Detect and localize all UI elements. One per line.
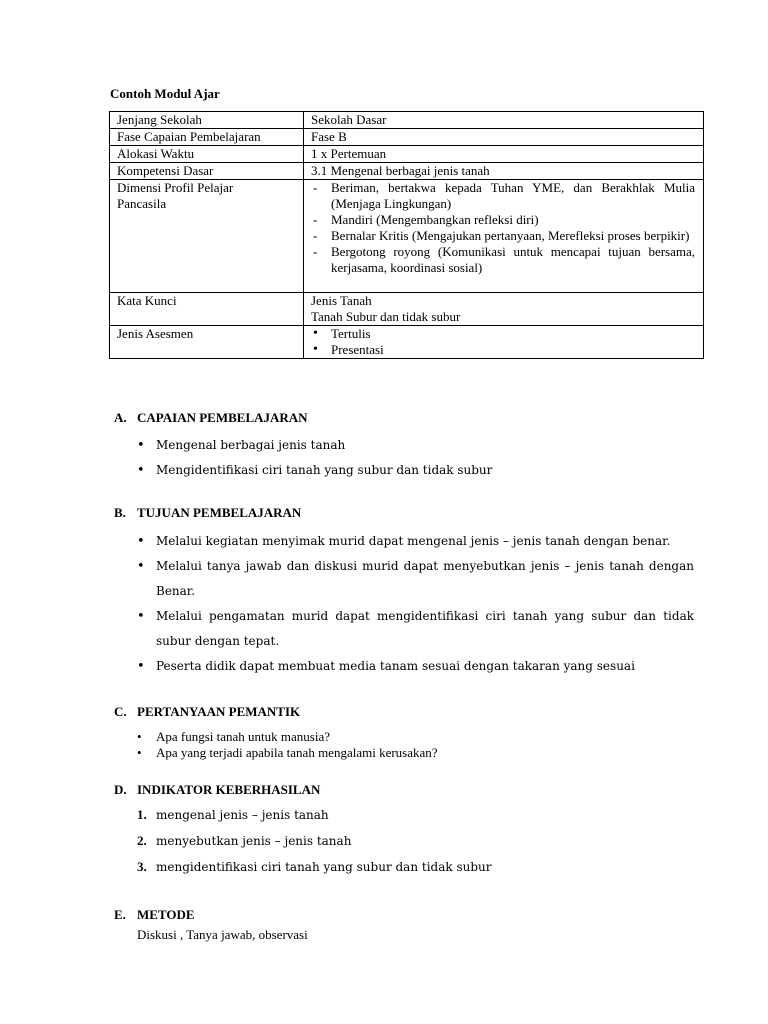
profil-label-line1: Dimensi Profil Pelajar (117, 180, 234, 195)
section-heading-c (114, 704, 300, 720)
profil-label-line2: Pancasila (117, 196, 167, 211)
table-row (110, 112, 704, 129)
section-heading-e (114, 907, 195, 923)
row-value: 1 x Pertemuan (304, 146, 704, 163)
list-item: - Beriman, bertakwa kepada Tuhan YME, dan Berakhlak Mulia (Menjaga Lingkungan) (311, 180, 703, 212)
section-letter: C. (114, 704, 127, 719)
row-value (304, 180, 704, 293)
section-title: TUJUAN PEMBELAJARAN (137, 505, 302, 520)
list-item: • Mengenal berbagai jenis tanah (136, 433, 694, 458)
row-label: Alokasi Waktu (110, 146, 304, 163)
row-value (304, 326, 704, 359)
row-value: 3.1 Mengenal berbagai jenis tanah (304, 163, 704, 180)
list-item: • Melalui kegiatan menyimak murid dapat mengenal jenis – jenis tanah dengan benar. (136, 529, 694, 554)
list-item (137, 828, 492, 854)
row-label: Jenis Asesmen (110, 326, 304, 359)
section-title: INDIKATOR KEBERHASILAN (137, 782, 321, 797)
kata-kunci-line1: Jenis Tanah (311, 293, 372, 308)
section-title: METODE (137, 907, 195, 922)
list-item: - Bernalar Kritis (Mengajukan pertanyaan, Merefleksi proses berpikir) (311, 228, 703, 244)
document-title: Contoh Modul Ajar (110, 86, 220, 101)
section-letter: E. (114, 907, 126, 922)
row-label: Kompetensi Dasar (110, 163, 304, 180)
row-label (110, 180, 304, 293)
list-item (137, 854, 492, 880)
section-title: CAPAIAN PEMBELAJARAN (137, 410, 308, 425)
row-value: Sekolah Dasar (304, 112, 704, 129)
list-item: - Mandiri (Mengembangkan refleksi diri) (311, 212, 703, 228)
section-title: PERTANYAAN PEMANTIK (137, 704, 301, 719)
item-number: 3. (137, 859, 147, 874)
row-label: Fase Capaian Pembelajaran (110, 129, 304, 146)
item-text: mengenal jenis – jenis tanah (156, 808, 329, 822)
asesmen-list (311, 326, 703, 358)
table-row-profil (110, 180, 704, 293)
section-letter: A. (114, 410, 127, 425)
section-letter: B. (114, 505, 126, 520)
section-heading-b (114, 505, 301, 521)
table-row-kata-kunci (110, 293, 704, 326)
list-item: • Tertulis (311, 326, 703, 342)
indikator-list (137, 802, 492, 880)
row-value (304, 293, 704, 326)
table-row (110, 146, 704, 163)
item-number: 2. (137, 833, 147, 848)
list-item: • Apa yang terjadi apabila tanah mengalami kerusakan? (136, 745, 694, 761)
section-letter: D. (114, 782, 127, 797)
profil-list (311, 180, 703, 276)
list-item: • Melalui tanya jawab dan diskusi murid dapat menyebutkan jenis – jenis tanah dengan Benar. (136, 554, 694, 604)
list-item: - Bergotong royong (Komunikasi untuk mencapai tujuan bersama, kerjasama, koordinasi sosial) (311, 244, 703, 276)
pemantik-list (136, 729, 694, 761)
list-item (137, 802, 492, 828)
table-row-asesmen (110, 326, 704, 359)
info-table (109, 111, 704, 359)
row-label: Jenjang Sekolah (110, 112, 304, 129)
item-text: menyebutkan jenis – jenis tanah (156, 834, 352, 848)
item-text: mengidentifikasi ciri tanah yang subur dan tidak subur (156, 860, 492, 874)
kata-kunci-line2: Tanah Subur dan tidak subur (311, 309, 461, 324)
list-item: • Presentasi (311, 342, 703, 358)
section-heading-d (114, 782, 320, 798)
item-number: 1. (137, 807, 147, 822)
list-item: • Melalui pengamatan murid dapat mengidentifikasi ciri tanah yang subur dan tidak subur dengan tepat. (136, 604, 694, 654)
section-heading-a (114, 410, 308, 426)
capaian-list (136, 433, 694, 483)
list-item: • Apa fungsi tanah untuk manusia? (136, 729, 694, 745)
list-item: • Peserta didik dapat membuat media tanam sesuai dengan takaran yang sesuai (136, 654, 694, 679)
tujuan-list (136, 529, 694, 679)
row-value: Fase B (304, 129, 704, 146)
metode-text: Diskusi , Tanya jawab, observasi (137, 927, 308, 942)
table-row (110, 163, 704, 180)
row-label: Kata Kunci (110, 293, 304, 326)
list-item: • Mengidentifikasi ciri tanah yang subur dan tidak subur (136, 458, 694, 483)
table-row (110, 129, 704, 146)
